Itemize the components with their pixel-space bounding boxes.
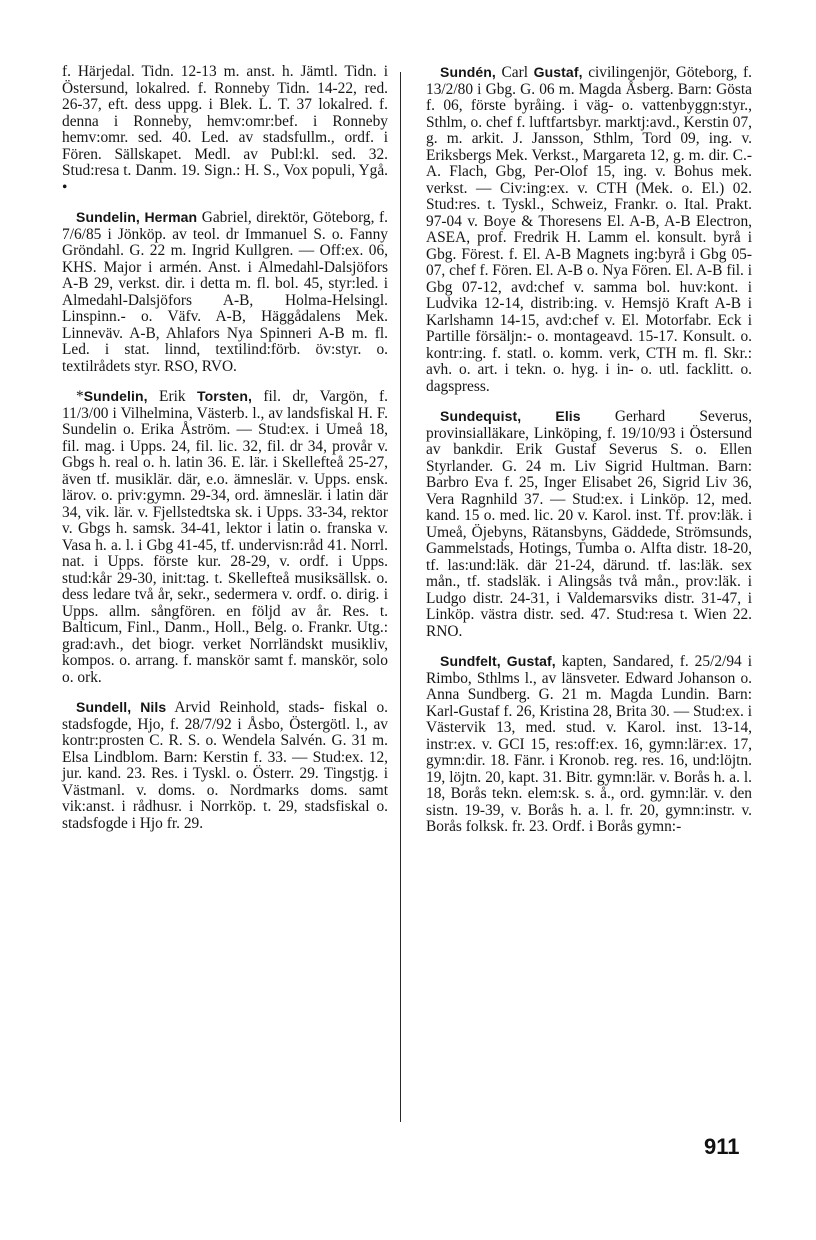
- entry-sundell-nils: [62, 699, 388, 832]
- entry-given-rest: Gabriel, direktör,: [197, 209, 309, 226]
- entry-surname: Sundén,: [440, 64, 496, 80]
- entry-continuation: [62, 64, 388, 196]
- right-column: [426, 64, 752, 849]
- entry-surname: Sundequist,: [440, 408, 522, 424]
- entry-text: Göteborg, f. 13/2/80 i Gbg. G. 06 m. Magda Åsberg. Barn: Gösta f. 06, förste byråing. i väg- o. vattenbyggn:styr., Sthlm, o. chef f. luftfartsbyr. marktj:avd., Kerstin 07, g. m. arkit. J. Jansson, Sthlm, Tord 09, ing. v. Eriksbergs Mek. Verkst., Margareta 12, g. m. dir. C.-A. Flach, Gbg, Per-Olof 15, ing. v. Bohus mek. verkst. — Civ:ing:ex. v. CTH (Mek. o. El.) 02. Stud:res. t. Tyskl., Schweiz, Frankr. o. Ital. Prakt. 97-04 v. Boye & Thoresens El. A-B, A-B Electron, ASEA, prof. Fredrik H. Lamm el. konsult. byrå i Gbg. Förest. f. El. A-B Magnets ing:byrå i Gbg 05-07, chef f. Fören. El. A-B o. Nya Fören. El. A-B fil. i Gbg 07-12, avd:chef v. samma bol. huv:kont. i Ludvika 12-14, distrib:ing. v. Hemsjö Kraft A-B i Karlshamn 14-15, avd:chef v. El. Motorfabr. Eck i Partille försäljn:- o. montageavd. 15-17. Konsult. o. kontr:ing. f. statl. o. komm. verk, CTH m. fl. Skr.: avh. o. art. i tekn. o. hyg. i in- o. utl. facklitt. o. dagspress.: [426, 64, 752, 395]
- entry-text: Vargön, f. 11/3/00 i Vilhelmina, Västerb. l., av landsfiskal H. F. Sundelin o. Erika Åström. — Stud:ex. i Umeå 18, fil. mag. i Upps. 24, fil. lic. 32, fil. dr 34, provår v. Gbgs h. real o. h. latin 36. E. lär. i Skellefteå 25-27, även tf. musiklär. där, e.o. ämneslär. v. Upps. ensk. lärov. o. priv:gymn. 29-34, ord. ämneslär. i latin där 34, vik. lär. v. Fjellstedtska sk. i Upps. 33-34, rektor v. Gbgs h. samsk. 34-41, lektor i latin o. franska v. Vasa h. a. l. i Gbg 41-45, tf. undervisn:råd 41. Norrl. nat. i Upps. förste kur. 28-29, v. ordf. i Upps. stud:kår 29-30, init:tag. t. Skellefteå musiksällsk. o. dess ledare två år, sekr., sedermera v. ordf. o. dirig. i Upps. allm. sångfören. en följd av år. Res. t. Balticum, Finl., Danm., Holl., Belg. o. Frankr. Utg.: grad:avh., det biogr. verket Norrländskt musikliv, kompos. o. arrang. f. manskör samt f. manskör, solo o. ork.: [62, 388, 388, 686]
- entry-given-bold: Elis: [555, 408, 581, 424]
- entry-text: provinsialläkare, Linköping, f. 19/10/93 i Östersund av bankdir. Erik Gustaf Severus S. o. Ellen Styrlander. G. 24 m. Liv Sigrid Hultman. Barn: Barbro Eva f. 25, Inger Elisabet 26, Sigrid Liv 36, Vera Ragnhild 37. — Stud:ex. i Linköp. 12, med. kand. 15 o. med. lic. 20 v. Karol. inst. Tf. prov:läk. i Umeå, Öjebyns, Rätansbyns, Gäddede, Strömsunds, Gammelstads, Hotings, Tumba o. Alfta distr. 18-20, tf. las:und:läk. där 21-24, därund. tf. las:läk. sex mån., tf. stadsläk. i Alingsås två mån., prov:läk. i Ludgo distr. 24-31, i Valdemarsviks distr. 31-47, i Linköp. västra distr. sed. 47. Stud:resa t. Wien 22. RNO.: [426, 424, 752, 640]
- entry-given-bold: Torsten,: [196, 388, 252, 404]
- entry-text: Göteborg, f. 7/6/85 i Jönköp. av teol. dr Immanuel S. o. Fanny Gröndahl. G. 22 m. Ingrid Kullgren. — Off:ex. 06, KHS. Major i armén. Anst. i Almedahl-Dalsjöfors A-B 29, verkst. dir. i detta m. fl. bol. 45, styr:led. i Almedahl-Dalsjöfors A-B, Holma-Helsingl. Linspinn.- o. Väfv. A-B, Häggådalens Mek. Linneväv. A-B, Ahlafors Nya Spinneri A-B m. fl. Led. i stat. linnd, textilind:förb. öv:styr. o. textilrådets styr. RSO, RVO.: [62, 209, 388, 375]
- entry-star: *: [76, 388, 84, 405]
- entry-sundelin-herman: [62, 209, 388, 375]
- entry-given-bold: Gustaf,: [506, 653, 556, 669]
- entry-sundfelt-gustaf: [426, 653, 752, 836]
- entry-surname: Sundelin,: [83, 388, 148, 404]
- entry-surname: Sundell,: [76, 699, 132, 715]
- entry-text: f. Härjedal. Tidn. 12-13 m. anst. h. Jämtl. Tidn. i Östersund, lokalred. f. Ronneby Tidn. 14-22, red. 26-37, eft. dess uppg. i Blek. L. T. 37 lokalred. f. denna i Ronneby, hemv:omr:bef. i Ronneby hemv:omr. sed. 40. Led. av stadsfullm., ordf. i Fören. Sällskapet. Medl. av Publ:kl. sed. 32. Stud:resa t. Danm. 19. Sign.: H. S., Vox populi, Ygå. •: [62, 63, 388, 196]
- left-column: [62, 64, 388, 845]
- entry-surname: Sundelin,: [76, 209, 140, 225]
- entry-given-rest: kapten, Sandared,: [555, 653, 674, 670]
- entry-given-plain: Erik: [147, 388, 197, 405]
- entry-surname: Sundfelt,: [440, 653, 501, 669]
- entry-given-bold: Gustaf,: [533, 64, 583, 80]
- entry-sunden-carl: [426, 64, 752, 395]
- entry-given-rest: civilingenjör,: [582, 64, 671, 81]
- entry-given-rest: fil. dr,: [251, 388, 309, 405]
- entry-given-bold: Herman: [144, 209, 198, 225]
- entry-text: fiskal o. stadsfogde, Hjo, f. 28/7/92 i Åsbo, Östergötl. l., av kontr:prosten C. R. S. o. Wendela Salvén. G. 31 m. Elsa Lindblom. Barn: Kerstin f. 33. — Stud:ex. 12, jur. kand. 23. Res. i Tyskl. o. Österr. 29. Tingstjg. i Västmanl. v. doms. o. Nordmarks doms. samt vik:anst. i rådhusr. i Norrköp. t. 29, stadsfiskal o. stadsfogde i Hjo fr. 29.: [62, 699, 388, 832]
- entry-given-rest: Gerhard Severus,: [580, 408, 752, 425]
- entry-given-rest: Arvid Reinhold, stads-: [166, 699, 325, 716]
- page-number: 911: [704, 1134, 740, 1159]
- entry-text: f. 25/2/94 i Rimbo, Sthlms l., av länsveter. Edward Johanson o. Anna Sundberg. G. 21 m. Magda Lundin. Barn: Karl-Gustaf f. 26, Kristina 28, Brita 30. — Stud:ex. i Västervik 13, med. stud. v. Karol. inst. 13-14, instr:ex. v. GCI 15, res:off:ex. 16, gymn:lär:ex. 17, gymn:dir. 18. Fänr. i Kronob. reg. res. 16, und:löjtn. 19, löjtn. 20, kapt. 31. Bitr. gymn:lär. v. Borås h. a. l. 18, Borås tekn. elem:sk. s. å., ord. gymn:lär. v. den sistn. 19-39, v. Borås h. a. l. fr. 20, gymn:instr. v. Borås folksk. fr. 23. Ordf. i Borås gymn:-: [426, 653, 752, 835]
- entry-sundequist-elis: [426, 408, 752, 640]
- entry-given-plain: Carl: [495, 64, 534, 81]
- column-divider: [400, 72, 401, 1122]
- entry-given-bold: Nils: [140, 699, 167, 715]
- entry-sundelin-torsten: [62, 388, 388, 686]
